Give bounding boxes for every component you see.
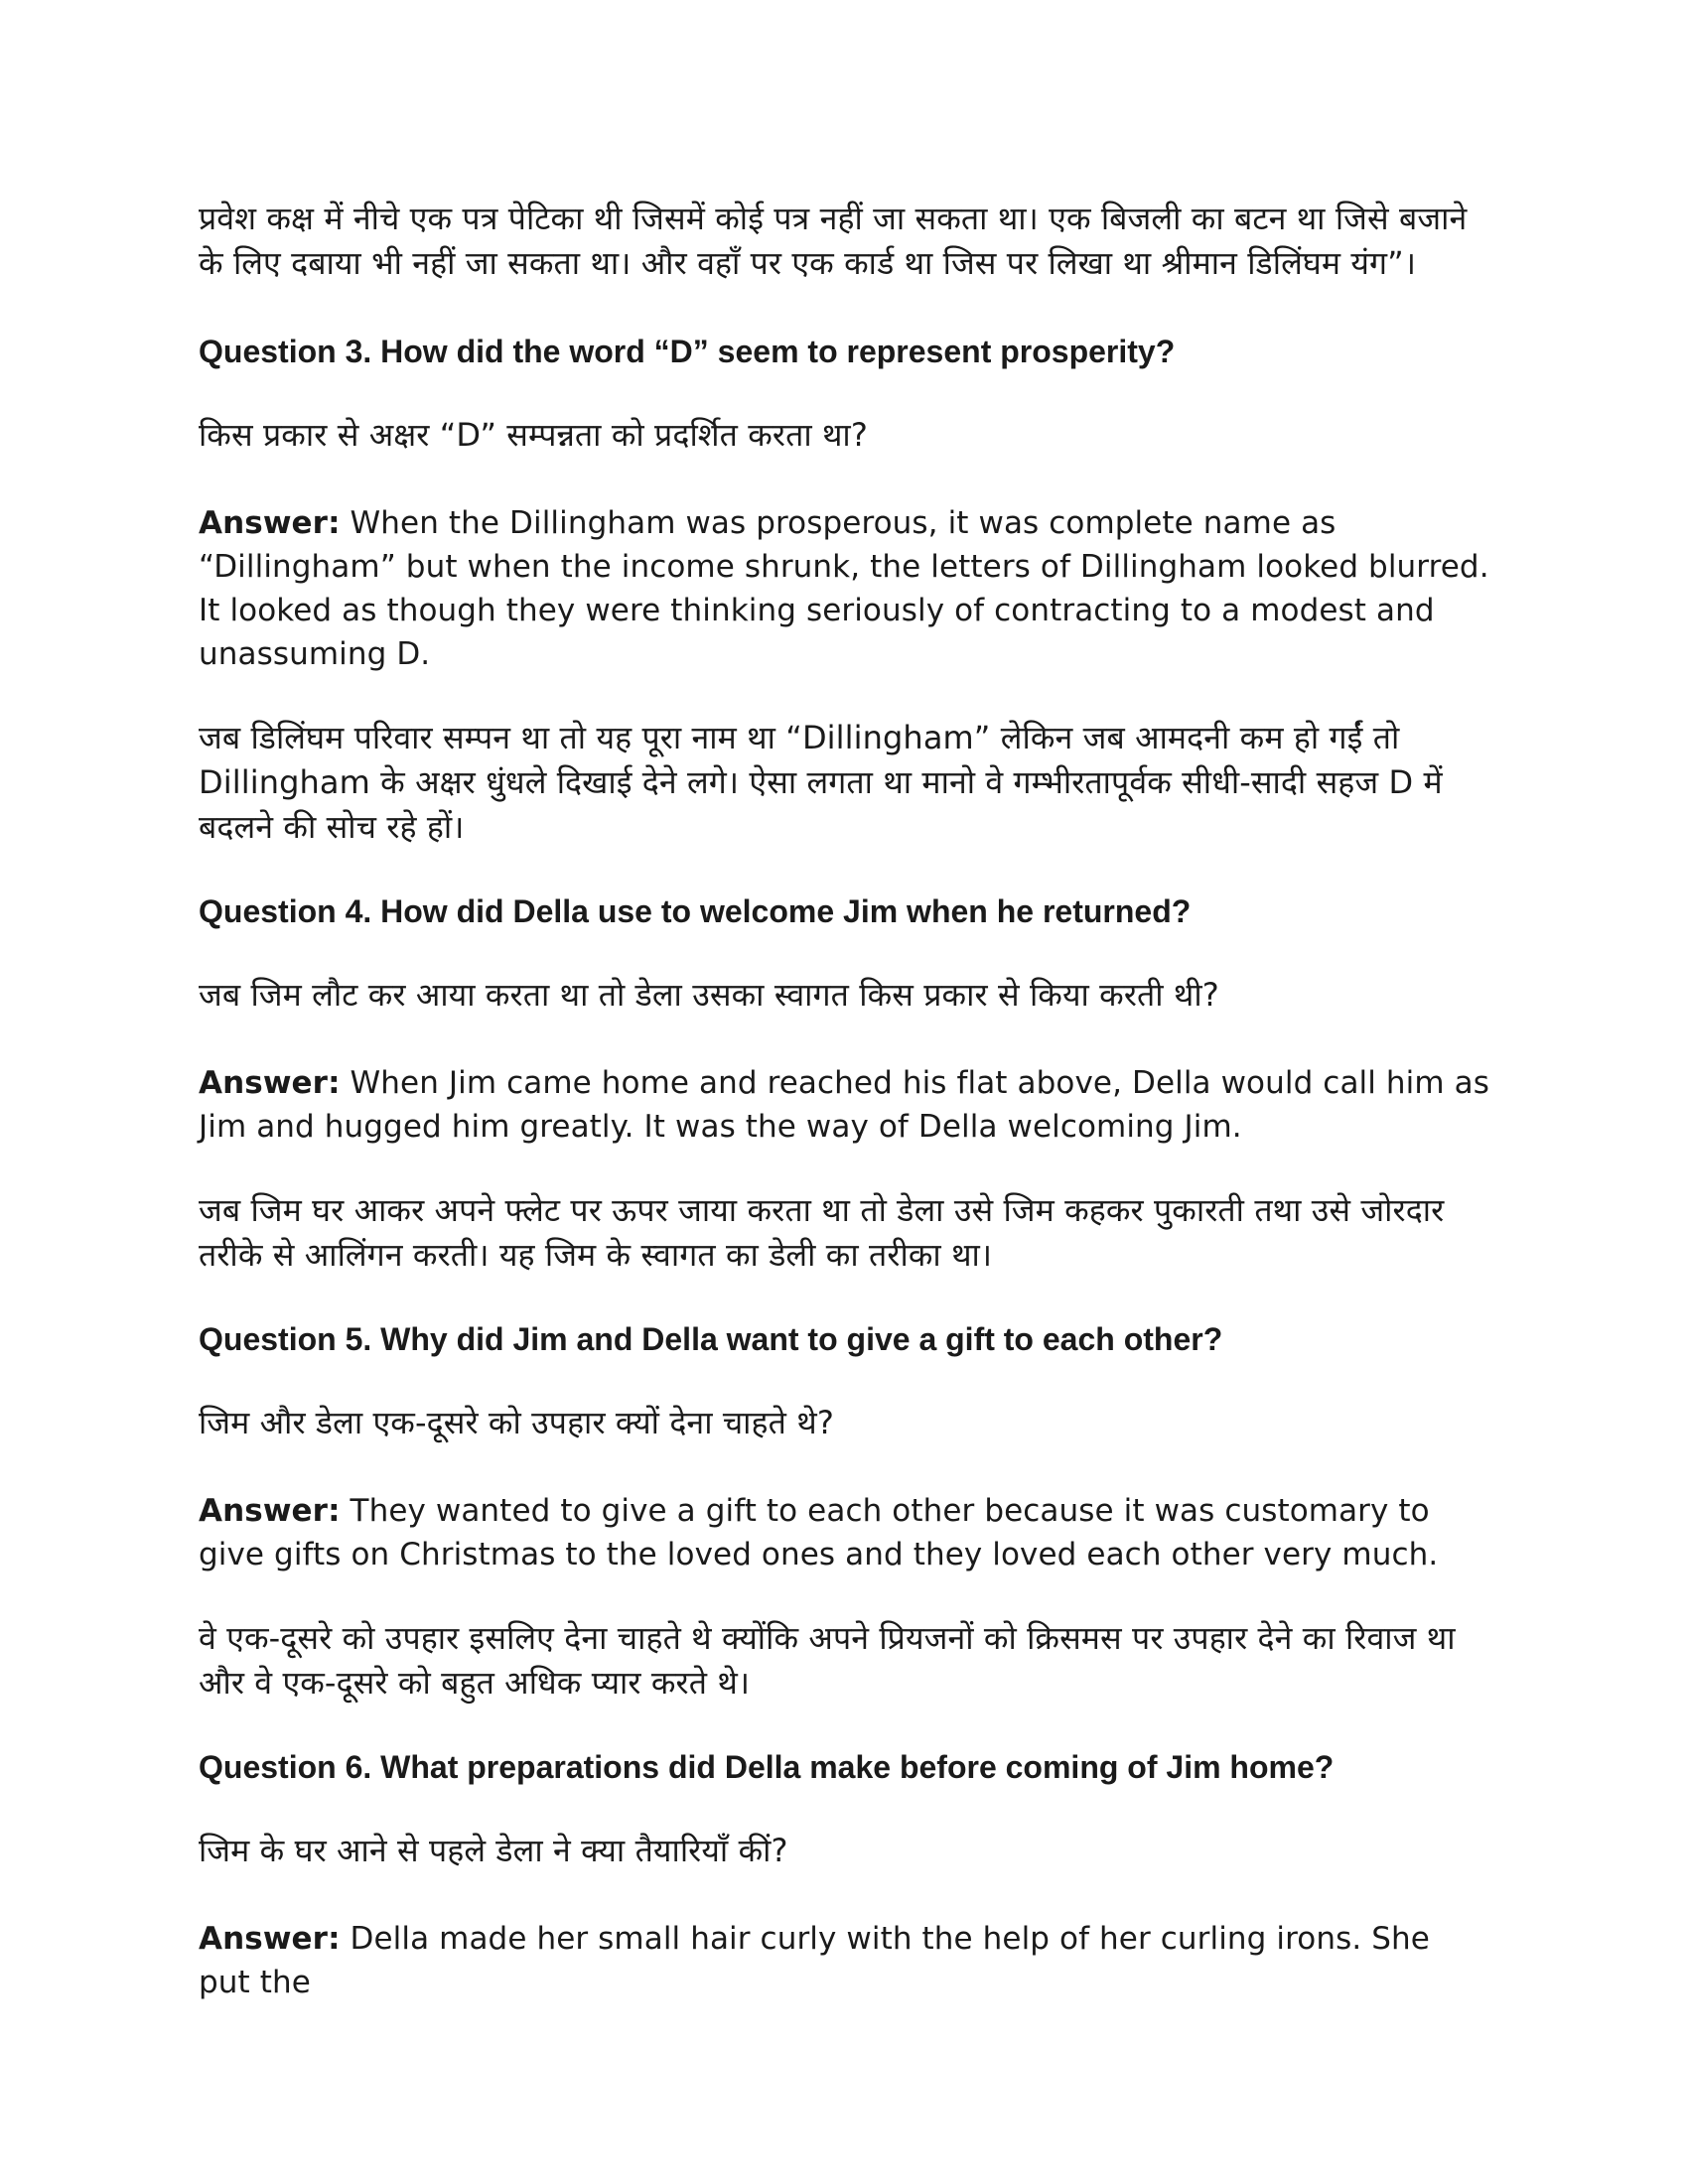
question-heading: Question 5. Why did Jim and Della want to give a gift to each other?: [199, 1321, 1223, 1357]
answer-text: When Jim came home and reached his flat above, Della would call him as Jim and hugged him greatly. It was the way of Della welcoming Jim.: [199, 1065, 1489, 1145]
question-hindi: जिम के घर आने से पहले डेला ने क्या तैयारियाँ कीं?: [199, 1832, 788, 1869]
answer-label: Answer:: [199, 1921, 341, 1957]
answer-paragraph: [199, 1917, 1489, 2004]
answer-label: Answer:: [199, 1065, 341, 1101]
question-heading: Question 6. What preparations did Della make before coming of Jim home?: [199, 1749, 1335, 1785]
question-heading: Question 3. How did the word “D” seem to represent prosperity?: [199, 334, 1176, 369]
answer-text: When the Dillingham was prosperous, it was complete name as “Dillingham” but when the income shrunk, the letters of Dillingham looked blurred. It looked as though they were thinking seriously of contracting to a modest and unassuming D.: [199, 505, 1489, 672]
answer-paragraph: [199, 501, 1489, 676]
question-section-4: [199, 889, 1489, 1317]
answer-hindi: जब जिम घर आकर अपने फ्लेट पर ऊपर जाया करता था तो डेला उसे जिम कहकर पुकारती तथा उसे जोरदार तरीके से आलिंगन करती। यह जिम के स्वागत का डेली का तरीका था।: [199, 1191, 1445, 1274]
answer-hindi: जब डिलिंघम परिवार सम्पन था तो यह पूरा नाम था “Dillingham” लेकिन जब आमदनी कम हो गईं तो Dillingham के अक्षर धुंधले दिखाई देने लगे। ऐसा लगता था मानो वे गम्भीरतापूर्वक सीधी-सादी सहज D में बदलने की सोच रहे हों।: [199, 719, 1443, 846]
answer-hindi: वे एक-दूसरे को उपहार इसलिए देना चाहते थे क्योंकि अपने प्रियजनों को क्रिसमस पर उपहार देने का रिवाज था और वे एक-दूसरे को बहुत अधिक प्यार करते थे।: [199, 1619, 1456, 1702]
question-hindi: जब जिम लौट कर आया करता था तो डेला उसका स्वागत किस प्रकार से किया करती थी?: [199, 976, 1219, 1014]
question-section-6: [199, 1745, 1489, 2004]
answer-paragraph: [199, 1489, 1489, 1576]
question-heading: Question 4. How did Della use to welcome Jim when he returned?: [199, 893, 1192, 929]
question-hindi: किस प्रकार से अक्षर “D” सम्पन्नता को प्रदर्शित करता था?: [199, 416, 868, 454]
answer-text: They wanted to give a gift to each other because it was customary to give gifts on Christmas to the loved ones and they loved each other very much.: [199, 1493, 1439, 1572]
answer-paragraph: [199, 1061, 1489, 1149]
answer-label: Answer:: [199, 1493, 341, 1529]
question-hindi: जिम और डेला एक-दूसरे को उपहार क्यों देना चाहते थे?: [199, 1404, 834, 1441]
answer-label: Answer:: [199, 505, 341, 541]
question-section-3: [199, 330, 1489, 889]
answer-text: Della made her small hair curly with the help of her curling irons. She put the: [199, 1921, 1430, 2000]
document-page: [199, 197, 1489, 2004]
intro-paragraph-hindi: प्रवेश कक्ष में नीचे एक पत्र पेटिका थी जिसमें कोई पत्र नहीं जा सकता था। एक बिजली का बटन था जिसे बजाने के लिए दबाया भी नहीं जा सकता था। और वहाँ पर एक कार्ड था जिस पर लिखा था श्रीमान डिलिंघम यंग”।: [199, 200, 1468, 282]
question-section-5: [199, 1317, 1489, 1745]
